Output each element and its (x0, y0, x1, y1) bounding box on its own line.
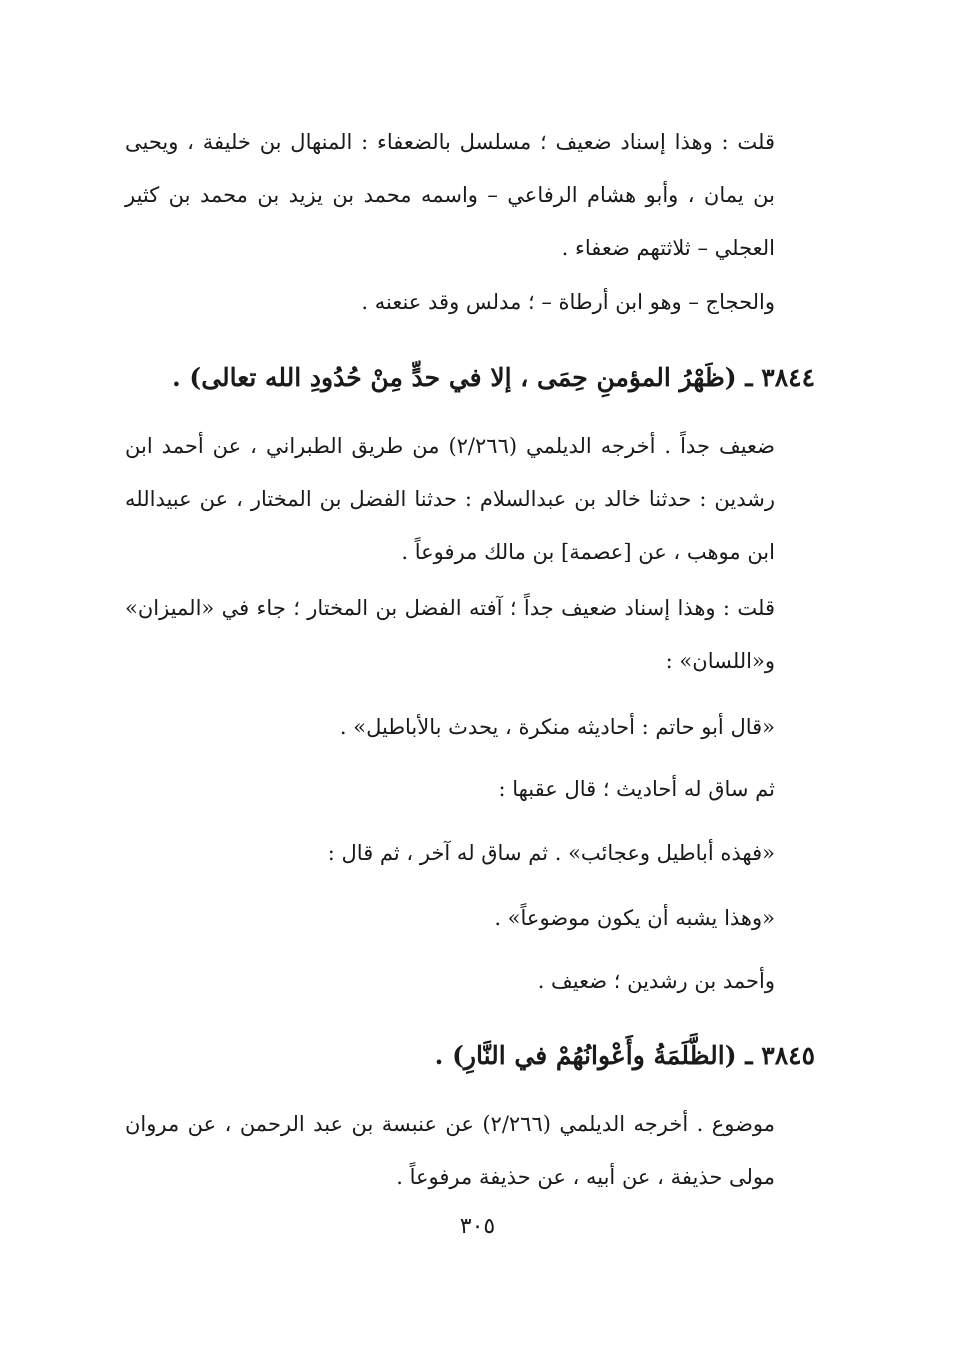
paragraph-takhrij-3845 (125, 1098, 815, 1204)
paragraph-text: ثم ساق له أحاديث ؛ قال عقبها : (498, 777, 775, 801)
hadith-heading-3844: ٣٨٤٤ ـ (ظَهْرُ المؤمنِ حِمَى ، إلا في حدٍّ مِنْ حُدُودِ الله تعالى) . (171, 363, 815, 392)
paragraph-text: ضعيف جداً . أخرجه الديلمي (٢/٢٦٦) من طريق الطبراني ، عن أحمد ابن رشدين : حدثنا خالد بن عبدالسلام : حدثنا الفضل بن المختار ، عن عبيدالله ابن موهب ، عن [عصمة] بن مالك مرفوعاً . (125, 434, 776, 564)
quote-abatil: «فهذه أباطيل وعجائب» . ثم ساق له آخر ، ثم قال : (327, 841, 775, 865)
quote-mawdu: «وهذا يشبه أن يكون موضوعاً» . (494, 906, 775, 930)
paragraph-comment-1 (125, 116, 815, 275)
paragraph-text: موضوع . أخرجه الديلمي (٢/٢٦٦) عن عنبسة بن عبد الرحمن ، عن مروان مولى حذيفة ، عن أبيه ، عن حذيفة مرفوعاً . (125, 1112, 775, 1189)
paragraph-text: وأحمد بن رشدين ؛ ضعيف . (537, 969, 775, 993)
paragraph-text: قلت : وهذا إسناد ضعيف جداً ؛ آفته الفضل بن المختار ؛ جاء في «الميزان» و«اللسان» : (125, 596, 775, 673)
paragraph-text: والحجاج – وهو ابن أرطاة – ؛ مدلس وقد عنعنه . (361, 290, 775, 314)
paragraph-takhrij-3844 (125, 420, 815, 579)
paragraph-text: قلت : وهذا إسناد ضعيف ؛ مسلسل بالضعفاء : المنهال بن خليفة ، ويحيى بن يمان ، وأبو هشام الرفاعي – واسمه محمد بن يزيد بن محمد بن كثير العجلي – ثلاثتهم ضعفاء . (125, 130, 775, 260)
paragraph-comment-3 (125, 582, 815, 688)
paragraph-comment-2 (125, 276, 815, 329)
page-number: ٣٠٥ (459, 1214, 496, 1239)
hadith-heading-3845: ٣٨٤٥ ـ (الظَّلَمَةُ وأَعْوانُهُمْ في النَّارِ) . (434, 1041, 815, 1070)
quote-abu-hatim: «قال أبو حاتم : أحاديثه منكرة ، يحدث بالأباطيل» . (339, 715, 775, 739)
